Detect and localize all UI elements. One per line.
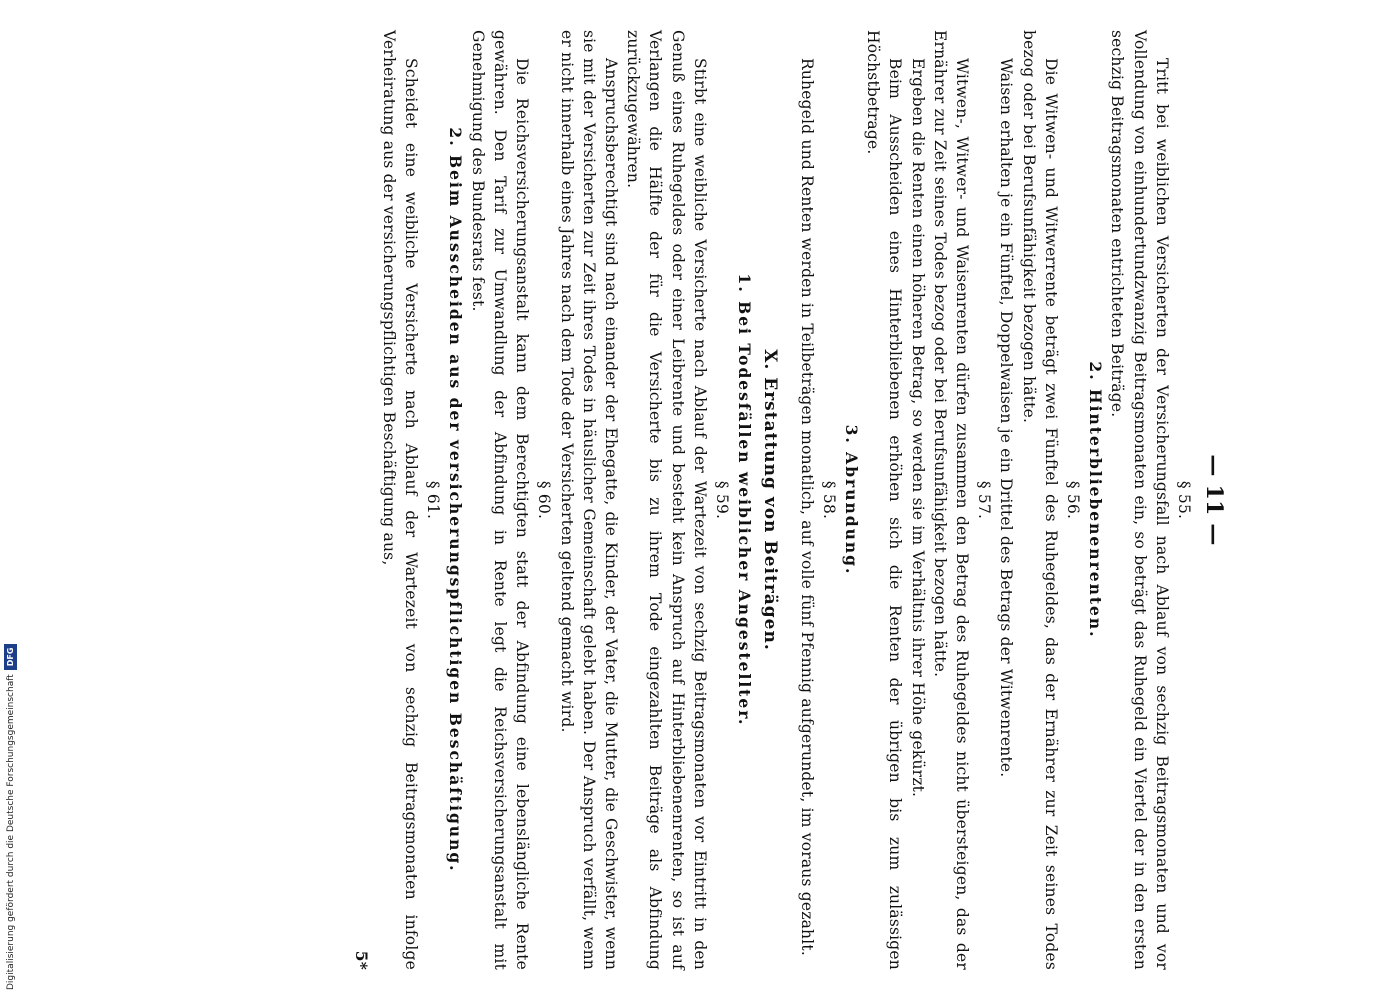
paragraph: Anspruchsberechtigt sind nach einander der Ehegatte, die Kinder, der Vater, die Mutter, die Geschwister, wenn sie mit der Versicherten zur Zeit ihres Todes in häuslicher Gemeinschaft gelebt haben. Der Anspruch verfällt, wenn er nicht innerhalb eines Jahres nach dem Tode der Versicherten geltend gemacht wird.: [557, 30, 620, 970]
paragraph: Tritt bei weiblichen Versicherten der Versicherungsfall nach Ablauf von sechzig Beitragsmonaten und vor Vollendung von einhundertundzwanzig Beitragsmonaten ein, so beträgt das Ruhegeld ein Viertel der in den ersten sechzig Beitragsmonaten entrichteten Beiträge.: [1108, 30, 1171, 970]
paragraph: Die Witwen- und Witwerrente beträgt zwei Fünftel des Ruhegeldes, das der Ernährer zur Zeit seines Todes bezog oder bei Berufsunfähigkeit bezogen hätte.: [1019, 30, 1060, 970]
section-number: § 60.: [535, 480, 554, 520]
subsection-heading: 2. Hinterbliebenenrenten.: [1086, 361, 1106, 639]
section-number: § 59.: [712, 480, 731, 520]
section-number: § 58.: [819, 480, 838, 520]
subsection-heading: 3. Abrundung.: [841, 424, 861, 576]
section-number: § 56.: [1063, 480, 1082, 520]
sheet-signature: 5*: [351, 950, 371, 970]
chapter-heading: X. Erstattung von Beiträgen.: [760, 349, 781, 651]
spacer: [787, 30, 795, 970]
page-number: — 11 —: [1201, 454, 1227, 546]
paragraph: Ergeben die Renten einen höheren Betrag, so werden sie im Verhältnis ihrer Höhe gekürzt.: [908, 58, 927, 798]
paragraph: Beim Ausscheiden eines Hinterbliebenen erhöhen sich die Renten der übrigen bis zum zulässigen Höchstbetrage.: [864, 30, 905, 970]
section-number: § 61.: [424, 480, 443, 520]
paragraph: Waisen erhalten je ein Fünftel, Doppelwaisen je ein Drittel des Betrags der Witwenrente.: [997, 58, 1016, 778]
dfg-logo-icon: DFG: [4, 644, 17, 671]
paragraph: Die Reichsversicherungsanstalt kann dem Berechtigten statt der Abfindung eine lebenslängliche Rente gewähren. Den Tarif zur Umwandlung der Abfindung in Rente legt die Reichsversicherungsanstalt mit Genehmigung des Bundesrats fest.: [468, 30, 532, 970]
subsection-heading: 1. Bei Todesfällen weiblicher Angestellter.: [735, 273, 755, 727]
subsection-heading: 2. Beim Ausscheiden aus der versicherungspflichtigen Beschäftigung.: [446, 127, 466, 873]
text-body: [378, 30, 1195, 970]
paragraph: Ruhegeld und Renten werden in Teilbeträgen monatlich, auf volle fünf Pfennig aufgerundet, im voraus gezahlt.: [797, 58, 816, 956]
paragraph: Stirbt eine weibliche Versicherte nach Ablauf der Wartezeit von sechzig Beitragsmonaten vor Eintritt in den Genuß eines Ruhegeldes oder einer Leibrente und besteht kein Anspruch auf Hinterbliebenenrenten, so ist auf Verlangen die Hälfte der für die Versicherte bis zu ihrem Tode eingezahlten Beiträge als Abfindung zurückzugewähren.: [624, 30, 709, 970]
section-number: § 55.: [1175, 480, 1193, 520]
digitization-credit: [4, 590, 17, 990]
rotated-document-page: [135, 30, 1225, 970]
paragraph: Scheidet eine weibliche Versicherte nach Ablauf der Wartezeit von sechzig Beitragsmonaten infolge Verheiratung aus der versicherungspflichtigen Beschäftigung aus,: [379, 30, 421, 970]
section-number: § 57.: [975, 480, 994, 520]
paragraph: Witwen-, Witwer- und Waisenrenten dürfen zusammen den Betrag des Ruhegeldes nicht übersteigen, das der Ernährer zur Zeit seines Todes bezog oder bei Berufsunfähigkeit bezogen hätte.: [930, 30, 971, 970]
credit-text: Digitalisierung gefördert durch die Deutsche Forschungsgemeinschaft: [5, 674, 16, 990]
